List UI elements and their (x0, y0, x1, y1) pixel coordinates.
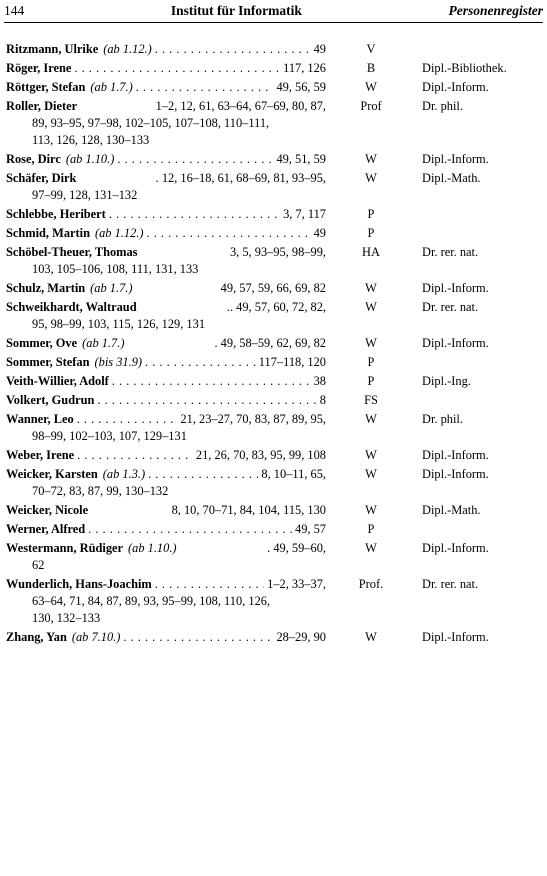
index-entry (6, 98, 542, 149)
page-references: 38 (313, 374, 326, 388)
academic-title (406, 392, 542, 409)
person-name: Schlebbe, Heribert (6, 207, 106, 221)
entry-name-pages (6, 373, 326, 390)
academic-title: Dr. phil. (422, 412, 463, 426)
index-entry (6, 299, 542, 333)
index-entry (6, 466, 542, 500)
index-entry (6, 206, 542, 223)
entry-name-pages (6, 576, 326, 627)
page-references-continued: 70–72, 83, 87, 99, 130–132 (32, 484, 169, 498)
page-references: .. 49, 57, 60, 72, 82, (226, 300, 326, 314)
entry-name-pages (6, 521, 326, 538)
entry-name-pages (6, 98, 326, 149)
academic-title: Dipl.-Math. (422, 503, 481, 517)
page-references: 1–2, 33–37, (267, 577, 326, 591)
entry-name-pages (6, 60, 326, 77)
person-name: Westermann, Rüdiger (6, 541, 124, 555)
page-references-continued: 63–64, 71, 84, 87, 89, 93, 95–99, 108, 110, 126, (32, 594, 271, 608)
page-references: 49, 57 (295, 522, 326, 536)
dot-leader (147, 225, 311, 242)
date-note: (ab 1.12.) (103, 42, 152, 56)
page-references: 49 (313, 226, 326, 240)
academic-title (406, 206, 542, 223)
page-references: 8, 10–11, 65, (261, 467, 326, 481)
spacer (138, 244, 230, 261)
person-name: Wanner, Leo (6, 412, 74, 426)
index-entry (6, 411, 542, 445)
status-code: W (365, 467, 377, 481)
page-references-continued: 103, 105–106, 108, 111, 131, 133 (32, 262, 199, 276)
status-code: W (365, 80, 377, 94)
entry-name-pages (6, 466, 326, 500)
entry-first-line (6, 521, 326, 538)
index-entry (6, 392, 542, 409)
entry-name-pages (6, 225, 326, 242)
academic-title: Dipl.-Ing. (422, 374, 471, 388)
academic-title: Dipl.-Inform. (422, 152, 489, 166)
entry-first-line (6, 280, 326, 297)
person-name: Schmid, Martin (6, 226, 90, 240)
entry-first-line (6, 629, 326, 646)
entry-name-pages (6, 447, 326, 464)
page-references: 1–2, 12, 61, 63–64, 67–69, 80, 87, (155, 99, 326, 113)
page-references-continued: 113, 126, 128, 130–133 (32, 133, 150, 147)
status-code: W (365, 300, 377, 314)
academic-title: Dipl.-Inform. (422, 541, 489, 555)
entry-name-pages (6, 411, 326, 445)
page-references: 49, 57, 59, 66, 69, 82 (220, 281, 326, 295)
index-entry (6, 335, 542, 352)
index-entry (6, 447, 542, 464)
index-entry (6, 629, 542, 646)
status-code: W (365, 171, 377, 185)
page-number: 144 (4, 3, 25, 18)
entry-first-line (6, 576, 326, 593)
person-name: Roller, Dieter (6, 99, 78, 113)
entry-name-pages (6, 335, 326, 352)
spacer (88, 502, 171, 519)
index-entry (6, 521, 542, 538)
person-index-list (6, 41, 542, 646)
entry-first-line (6, 60, 326, 77)
dot-leader (97, 392, 316, 409)
status-code: V (366, 42, 376, 56)
entry-first-line (6, 244, 326, 261)
dot-leader (74, 60, 280, 77)
page-references-continued: 95, 98–99, 103, 115, 126, 129, 131 (32, 317, 206, 331)
page-references: 8, 10, 70–71, 84, 104, 115, 130 (171, 503, 326, 517)
dot-leader (136, 79, 274, 96)
page-references-continued: 62 (32, 558, 45, 572)
person-name: Werner, Alfred (6, 522, 86, 536)
person-name: Schöbel-Theuer, Thomas (6, 245, 138, 259)
entry-name-pages (6, 392, 326, 409)
page-header (4, 0, 543, 23)
index-entry (6, 225, 542, 242)
date-note: (ab 7.10.) (71, 630, 121, 644)
status-code: Prof (360, 99, 382, 113)
dot-leader (112, 373, 311, 390)
dot-leader (88, 521, 292, 538)
academic-title: Dipl.-Inform. (422, 80, 489, 94)
page-references: 49 (313, 42, 326, 56)
spacer (177, 540, 268, 557)
spacer (76, 170, 155, 187)
person-name: Schweikhardt, Waltraud (6, 300, 137, 314)
page-references: 8 (319, 393, 326, 407)
entry-first-line (6, 466, 326, 483)
status-code: P (367, 374, 375, 388)
dot-leader (145, 354, 256, 371)
page-references: . 12, 16–18, 61, 68–69, 81, 93–95, (155, 171, 326, 185)
academic-title (406, 521, 542, 538)
entry-first-line (6, 411, 326, 428)
dot-leader (155, 41, 311, 58)
status-code: P (367, 522, 375, 536)
date-note: (ab 1.3.) (102, 467, 146, 481)
index-entry (6, 373, 542, 390)
status-code: Prof. (358, 577, 384, 591)
page-references-continued: 89, 93–95, 97–98, 102–105, 107–108, 110–111, (32, 116, 270, 130)
entry-first-line (6, 392, 326, 409)
entry-name-pages (6, 540, 326, 574)
person-name: Ritzmann, Ulrike (6, 42, 99, 56)
dot-leader (117, 151, 273, 168)
status-code: P (367, 355, 375, 369)
running-title: Institut für Informatik (170, 3, 302, 18)
entry-first-line (6, 98, 326, 115)
status-code: W (365, 630, 377, 644)
entry-first-line (6, 335, 326, 352)
date-note: (ab 1.12.) (94, 226, 144, 240)
academic-title (406, 354, 542, 371)
person-name: Wunderlich, Hans-Joachim (6, 577, 152, 591)
dot-leader (123, 629, 273, 646)
status-code: W (365, 412, 377, 426)
section-title: Personenregister (448, 3, 543, 18)
academic-title: Dr. phil. (422, 99, 463, 113)
entry-first-line (6, 373, 326, 390)
status-code: P (367, 226, 375, 240)
entry-name-pages (6, 41, 326, 58)
dot-leader (77, 411, 178, 428)
entry-first-line (6, 447, 326, 464)
person-name: Sommer, Stefan (6, 355, 90, 369)
index-entry (6, 151, 542, 168)
date-note: (ab 1.10.) (65, 152, 115, 166)
entry-name-pages (6, 244, 326, 278)
person-name: Weber, Irene (6, 448, 75, 462)
entry-name-pages (6, 354, 326, 371)
page-references: . 49, 58–59, 62, 69, 82 (214, 336, 326, 350)
academic-title: Dipl.-Inform. (422, 336, 489, 350)
academic-title: Dipl.-Bibliothek. (422, 61, 507, 75)
index-entry (6, 79, 542, 96)
date-note: (ab 1.7.) (90, 281, 133, 295)
entry-name-pages (6, 206, 326, 223)
entry-name-pages (6, 151, 326, 168)
page-references: . 49, 59–60, (267, 541, 326, 555)
entry-name-pages (6, 280, 326, 297)
academic-title (406, 225, 542, 242)
entry-first-line (6, 170, 326, 187)
dot-leader (155, 576, 264, 593)
entry-name-pages (6, 299, 326, 333)
entry-first-line (6, 41, 326, 58)
academic-title: Dipl.-Inform. (422, 281, 489, 295)
page-references-continued: 130, 132–133 (32, 611, 101, 625)
entry-first-line (6, 151, 326, 168)
spacer (77, 98, 156, 115)
dot-leader (77, 447, 193, 464)
status-code: W (365, 448, 377, 462)
person-name: Schäfer, Dirk (6, 171, 77, 185)
page-references: 117–118, 120 (258, 355, 326, 369)
status-code: B (366, 61, 376, 75)
academic-title: Dr. rer. nat. (422, 245, 479, 259)
spacer (124, 335, 214, 352)
index-entry (6, 354, 542, 371)
date-note: (ab 1.7.) (82, 336, 125, 350)
academic-title: Dipl.-Inform. (422, 630, 489, 644)
page-references: 117, 126 (283, 61, 326, 75)
person-name: Veith-Willier, Adolf (6, 374, 109, 388)
page-references: 28–29, 90 (276, 630, 326, 644)
page-references-continued: 97–99, 128, 131–132 (32, 188, 138, 202)
entry-first-line (6, 299, 326, 316)
index-entry (6, 60, 542, 77)
index-entry (6, 576, 542, 627)
person-name: Rose, Dirc (6, 152, 61, 166)
academic-title: Dr. rer. nat. (422, 300, 479, 314)
entry-name-pages (6, 629, 326, 646)
date-note: (bis 31.9) (94, 355, 143, 369)
status-code: W (365, 336, 377, 350)
person-name: Weicker, Nicole (6, 503, 89, 517)
entry-first-line (6, 540, 326, 557)
page-references: 21, 26, 70, 83, 95, 99, 108 (195, 448, 326, 462)
status-code: HA (362, 245, 380, 259)
status-code: FS (364, 393, 378, 407)
status-code: W (365, 541, 377, 555)
page-references: 49, 56, 59 (276, 80, 326, 94)
date-note: (ab 1.7.) (90, 80, 133, 94)
page-references: 3, 5, 93–95, 98–99, (229, 245, 326, 259)
entry-first-line (6, 354, 326, 371)
entry-name-pages (6, 170, 326, 204)
person-name: Volkert, Gudrun (6, 393, 95, 407)
person-name: Sommer, Ove (6, 336, 78, 350)
status-code: W (365, 503, 377, 517)
entry-name-pages (6, 79, 326, 96)
academic-title: Dipl.-Math. (422, 171, 481, 185)
index-entry (6, 170, 542, 204)
person-name: Röger, Irene (6, 61, 72, 75)
page-references: 3, 7, 117 (283, 207, 326, 221)
entry-first-line (6, 206, 326, 223)
index-entry (6, 280, 542, 297)
page-references: 49, 51, 59 (276, 152, 326, 166)
entry-first-line (6, 502, 326, 519)
academic-title: Dipl.-Inform. (422, 448, 489, 462)
index-entry (6, 540, 542, 574)
person-name: Schulz, Martin (6, 281, 86, 295)
page-references-continued: 98–99, 102–103, 107, 129–131 (32, 429, 187, 443)
person-name: Weicker, Karsten (6, 467, 98, 481)
academic-title: Dr. rer. nat. (422, 577, 479, 591)
academic-title: Dipl.-Inform. (422, 467, 489, 481)
entry-first-line (6, 79, 326, 96)
dot-leader (148, 466, 258, 483)
entry-name-pages (6, 502, 326, 519)
status-code: W (365, 152, 377, 166)
index-entry (6, 244, 542, 278)
date-note: (ab 1.10.) (128, 541, 177, 555)
spacer (133, 280, 221, 297)
person-name: Zhang, Yan (6, 630, 67, 644)
status-code: P (367, 207, 375, 221)
status-code: W (365, 281, 377, 295)
dot-leader (109, 206, 280, 223)
spacer (137, 299, 227, 316)
academic-title (406, 41, 542, 58)
index-entry (6, 502, 542, 519)
person-name: Röttger, Stefan (6, 80, 86, 94)
index-entry (6, 41, 542, 58)
entry-first-line (6, 225, 326, 242)
page-references: 21, 23–27, 70, 83, 87, 89, 95, (180, 412, 326, 426)
